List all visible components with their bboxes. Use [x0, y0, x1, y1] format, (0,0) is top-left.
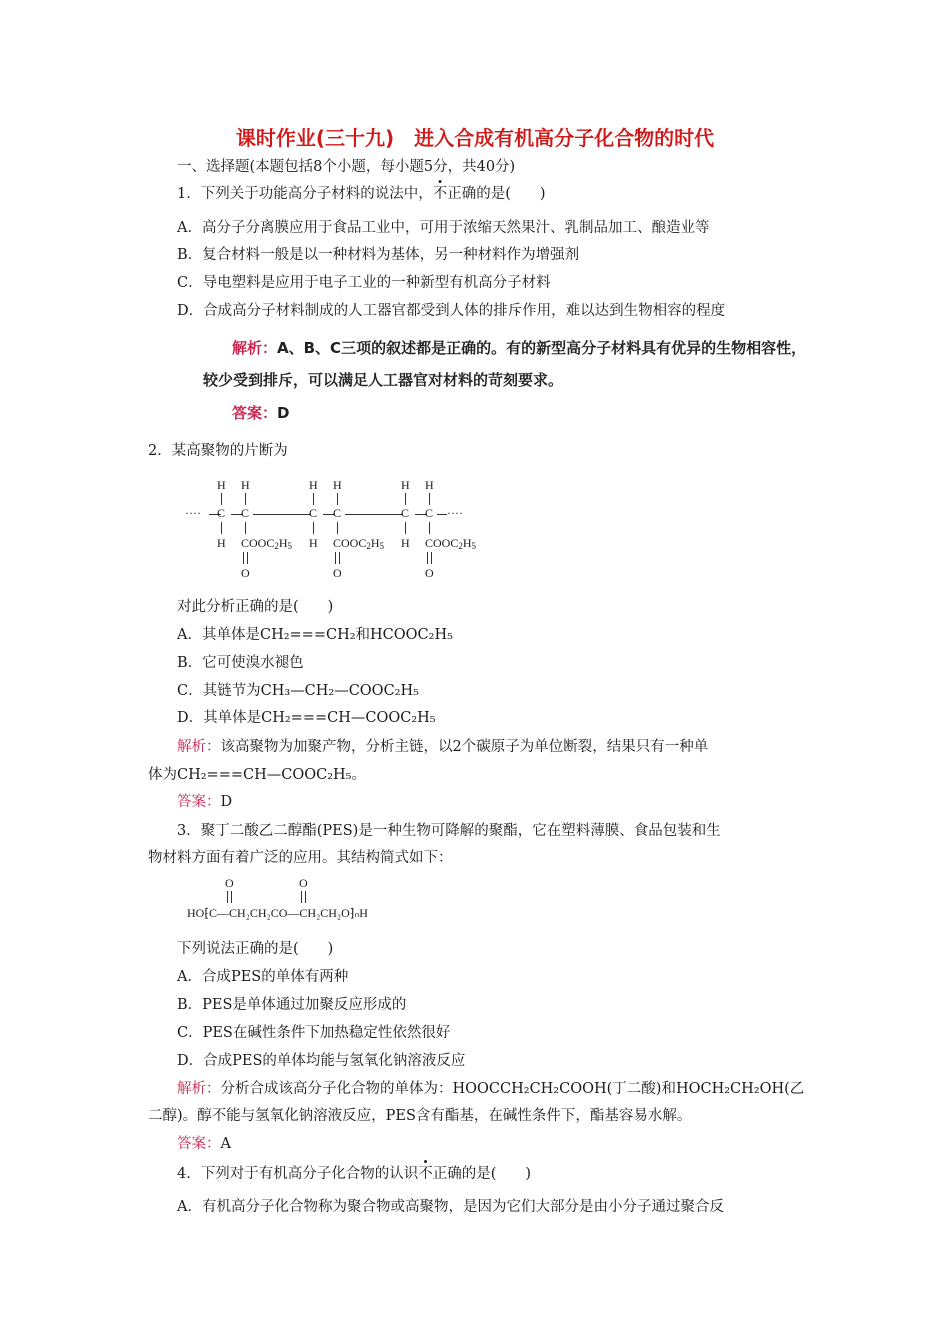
q3-answer-value: A	[220, 1136, 231, 1152]
o-atom: O	[225, 876, 234, 890]
q1-analysis-text1: A、B、C三项的叙述都是正确的。有的新型高分子材料具有优异的生物相容性，	[277, 339, 807, 357]
q3-pes-structure	[187, 876, 427, 926]
o-atom: O	[299, 876, 308, 890]
q4-stem-post: 正确的是( )	[432, 1166, 532, 1182]
q2-option-a: A．其单体是CH₂===CH₂和HCOOC₂H₅	[177, 627, 453, 643]
h-atom: H	[401, 478, 410, 492]
q3-analysis-label: 解析：	[177, 1081, 221, 1097]
q2-answer-value: D	[220, 794, 233, 810]
q3-prompt: 下列说法正确的是( )	[177, 941, 334, 957]
q1-answer	[232, 402, 289, 423]
q3-option-b: B．PES是单体通过加聚反应形成的	[177, 997, 407, 1013]
c-atom: C	[217, 506, 226, 520]
q1-option-b: B．复合材料一般是以一种材料为基体，另一种材料作为增强剂	[177, 247, 580, 263]
q1-answer-value: D	[277, 404, 290, 422]
o-atom: O	[241, 566, 250, 580]
q4-stem	[177, 1165, 531, 1183]
page-title: 课时作业(三十九) 进入合成有机高分子化合物的时代	[235, 126, 715, 150]
q2-option-b: B．它可使溴水褪色	[177, 655, 304, 671]
o-atom: O	[425, 566, 434, 580]
q4-stem-pre: 4．下列对于有机高分子化合物的认识	[177, 1166, 419, 1182]
q3-analysis-line2: 二醇)。醇不能与氢氧化钠溶液反应，PES含有酯基，在碱性条件下，酯基容易水解。	[148, 1108, 692, 1124]
q2-answer	[177, 793, 232, 811]
q3-answer	[177, 1135, 231, 1153]
q2-analysis-line2: 体为CH₂===CH—COOC₂H₅。	[148, 767, 366, 783]
q2-option-d: D．其单体是CH₂===CH—COOC₂H₅	[177, 710, 436, 726]
q1-stem	[177, 185, 546, 203]
h-atom: H	[217, 536, 226, 550]
q2-option-c: C．其链节为CH₃—CH₂—COOC₂H₅	[177, 683, 419, 699]
h-atom: H	[333, 478, 342, 492]
o-atom: O	[333, 566, 342, 580]
h-atom: H	[425, 478, 434, 492]
q3-stem-line2: 物材料方面有着广泛的应用。其结构简式如下：	[148, 850, 453, 866]
q2-answer-label: 答案：	[177, 794, 221, 810]
q1-option-d: D．合成高分子材料制成的人工器官都受到人体的排斥作用，难以达到生物相容的程度	[177, 303, 726, 319]
h-atom: H	[309, 536, 318, 550]
q2-prompt: 对此分析正确的是( )	[177, 599, 334, 615]
chain-ellipsis-right: ····	[447, 506, 463, 520]
q1-analysis-line2: 较少受到排斥，可以满足人工器官对材料的苛刻要求。	[203, 371, 564, 389]
q4-option-a: A．有机高分子化合物称为聚合物或高聚物，是因为它们大部分是由小分子通过聚合反	[177, 1199, 724, 1215]
q1-stem-post: 正确的是( )	[447, 186, 546, 202]
q3-stem-line1: 3．聚丁二酸乙二醇酯(PES)是一种生物可降解的聚酯，它在塑料薄膜、食品包装和生	[177, 823, 721, 839]
c-atom: C	[241, 506, 250, 520]
ester-group: $COOC_2H_5$	[425, 536, 477, 551]
c-atom: C	[333, 506, 342, 520]
q1-emphasis: 不	[432, 186, 448, 202]
c-atom: C	[425, 506, 434, 520]
q1-answer-label: 答案：	[232, 404, 278, 422]
section-heading: 一、选择题(本题包括8个小题，每小题5分，共40分)	[177, 159, 516, 175]
q1-stem-pre: 1．下列关于功能高分子材料的说法中，	[177, 186, 433, 202]
q2-polymer-structure	[185, 476, 485, 586]
q1-analysis-label: 解析：	[232, 339, 278, 357]
ester-group: $COOC_2H_5$	[241, 536, 293, 551]
q1-option-a: A．高分子分离膜应用于食品工业中，可用于浓缩天然果汁、乳制品加工、酿造业等	[177, 220, 710, 236]
c-atom: C	[401, 506, 410, 520]
q3-option-d: D．合成PES的单体均能与氢氧化钠溶液反应	[177, 1053, 466, 1069]
h-atom: H	[309, 478, 318, 492]
q3-option-c: C．PES在碱性条件下加热稳定性依然很好	[177, 1025, 451, 1041]
ester-group: $COOC_2H_5$	[333, 536, 385, 551]
q3-answer-label: 答案：	[177, 1136, 221, 1152]
q3-analysis-text1: 分析合成该高分子化合物的单体为：HOOCCH₂CH₂COOH(丁二酸)和HOCH₂CH₂OH(乙	[220, 1081, 805, 1097]
pes-formula: HO⁅C—CH₂CH₂CO—CH₂CH₂O⁆ₙH	[187, 906, 368, 920]
q1-option-c: C．导电塑料是应用于电子工业的一种新型有机高分子材料	[177, 275, 551, 291]
q3-analysis-line1	[177, 1080, 804, 1098]
h-atom: H	[217, 478, 226, 492]
q2-analysis-text1: 该高聚物为加聚产物，分析主链，以2个碳原子为单位断裂，结果只有一种单	[220, 739, 709, 755]
chain-ellipsis-left: ····	[185, 506, 201, 520]
h-atom: H	[401, 536, 410, 550]
q4-emphasis: 不	[418, 1166, 433, 1182]
q3-option-a: A．合成PES的单体有两种	[177, 969, 349, 985]
h-atom: H	[241, 478, 250, 492]
q2-analysis-line1	[177, 738, 708, 756]
q2-stem: 2．某高聚物的片断为	[148, 443, 288, 459]
q2-analysis-label: 解析：	[177, 739, 221, 755]
q1-analysis-line1	[232, 337, 806, 358]
c-atom: C	[309, 506, 318, 520]
